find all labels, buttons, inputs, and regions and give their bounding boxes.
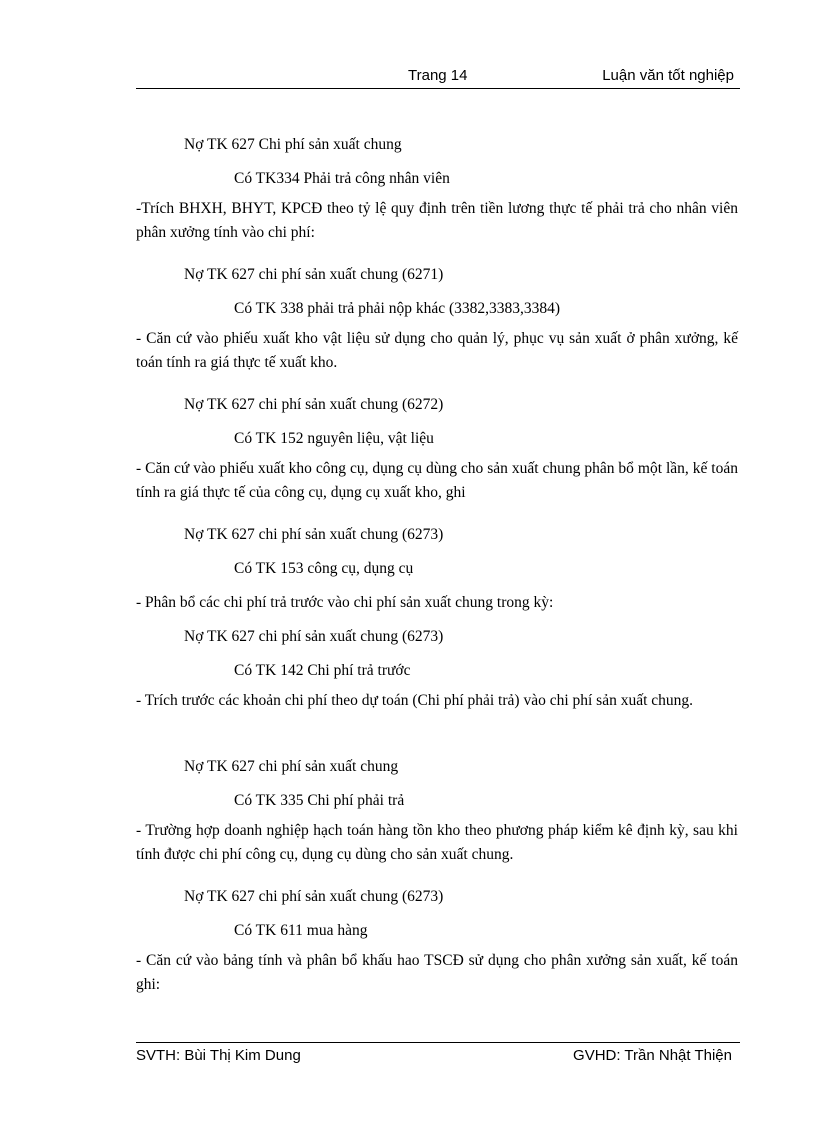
- page-number: Trang 14: [408, 67, 468, 84]
- debit-entry: Nợ TK 627 chi phí sản xuất chung (6271): [184, 266, 444, 283]
- credit-entry: Có TK334 Phải trả công nhân viên: [234, 170, 450, 187]
- paragraph: - Căn cứ vào phiếu xuất kho vật liệu sử dụng cho quản lý, phục vụ sản xuất ở phân xưởng, kế toán tính ra giá thực tế xuất kho.: [136, 330, 738, 371]
- debit-entry: Nợ TK 627 chi phí sản xuất chung (6273): [184, 628, 444, 645]
- credit-entry: Có TK 152 nguyên liệu, vật liệu: [234, 430, 434, 447]
- credit-entry: Có TK 153 công cụ, dụng cụ: [234, 560, 414, 577]
- paragraph: - Trích trước các khoản chi phí theo dự toán (Chi phí phải trả) vào chi phí sản xuất chung.: [136, 692, 694, 709]
- debit-entry: Nợ TK 627 chi phí sản xuất chung: [184, 758, 399, 775]
- credit-entry: Có TK 611 mua hàng: [234, 922, 368, 939]
- credit-entry: Có TK 335 Chi phí phải trả: [234, 792, 405, 809]
- advisor-name: GVHD: Trần Nhật Thiện: [573, 1047, 732, 1064]
- debit-entry: Nợ TK 627 chi phí sản xuất chung (6272): [184, 396, 444, 413]
- student-name: SVTH: Bùi Thị Kim Dung: [136, 1047, 301, 1064]
- credit-entry: Có TK 142 Chi phí trả trước: [234, 662, 411, 679]
- paragraph: - Trường hợp doanh nghiệp hạch toán hàng tồn kho theo phương pháp kiểm kê định kỳ, sau khi tính được chi phí công cụ, dụng cụ dùng cho sản xuất chung.: [136, 822, 738, 863]
- debit-entry: Nợ TK 627 Chi phí sản xuất chung: [184, 136, 402, 153]
- paragraph: -Trích BHXH, BHYT, KPCĐ theo tỷ lệ quy định trên tiền lương thực tế phải trả cho nhân viên phân xưởng tính vào chi phí:: [136, 200, 738, 241]
- paragraph: - Phân bổ các chi phí trả trước vào chi phí sản xuất chung trong kỳ:: [136, 594, 554, 611]
- paragraph: - Căn cứ vào phiếu xuất kho công cụ, dụng cụ dùng cho sản xuất chung phân bổ một lần, kế toán tính ra giá thực tế của công cụ, dụng cụ xuất kho, ghi: [136, 460, 738, 501]
- page-header: [136, 64, 740, 89]
- credit-entry: Có TK 338 phải trả phải nộp khác (3382,3383,3384): [234, 300, 561, 317]
- page-footer: [136, 1042, 740, 1071]
- debit-entry: Nợ TK 627 chi phí sản xuất chung (6273): [184, 888, 444, 905]
- debit-entry: Nợ TK 627 chi phí sản xuất chung (6273): [184, 526, 444, 543]
- document-body: [136, 128, 738, 1010]
- thesis-label: Luận văn tốt nghiệp: [602, 67, 734, 84]
- paragraph: - Căn cứ vào bảng tính và phân bổ khấu hao TSCĐ sử dụng cho phân xưởng sản xuất, kế toán ghi:: [136, 952, 738, 993]
